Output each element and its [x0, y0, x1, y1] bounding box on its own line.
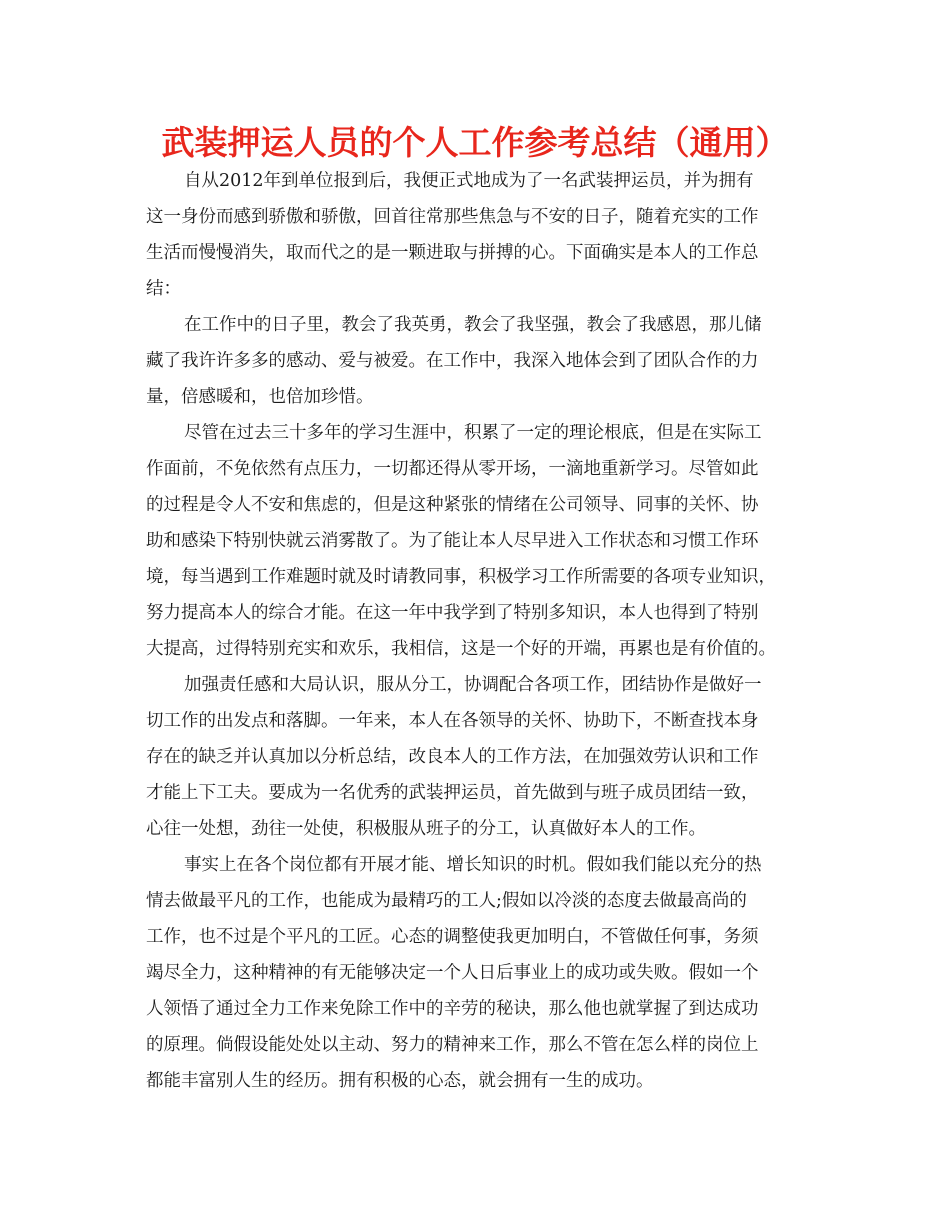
text-line: 人领悟了通过全力工作来免除工作中的辛劳的秘诀，那么他也就掌握了到达成功: [146, 999, 759, 1019]
text-line: 生活而慢慢消失，取而代之的是一颗进取与拼搏的心。下面确实是本人的工作总: [146, 243, 759, 263]
text-line: 作面前，不免依然有点压力，一切都还得从零开场，一滴地重新学习。尽管如此: [146, 459, 759, 479]
text-line: 加强责任感和大局认识，服从分工，协调配合各项工作，团结协作是做好一: [184, 675, 762, 695]
text-line: 情去做最平凡的工作，也能成为最精巧的工人;假如以冷淡的态度去做最高尚的: [146, 891, 747, 911]
text-line: 境，每当遇到工作难题时就及时请教同事，积极学习工作所需要的各项专业知识，: [146, 567, 776, 587]
text-line: 才能上下工夫。要成为一名优秀的武装押运员，首先做到与班子成员团结一致，: [146, 783, 759, 803]
text-line: 结：: [146, 279, 181, 299]
text-line: 量，倍感暖和，也倍加珍惜。: [146, 387, 374, 407]
text-line: 事实上在各个岗位都有开展才能、增长知识的时机。假如我们能以充分的热: [184, 855, 762, 875]
document-title: 武装押运人员的个人工作参考总结（通用）: [161, 123, 789, 162]
text-line: 竭尽全力，这种精神的有无能够决定一个人日后事业上的成功或失败。假如一个: [146, 963, 759, 983]
text-line: 藏了我许许多多的感动、爱与被爱。在工作中，我深入地体会到了团队合作的力: [146, 351, 759, 371]
text-line: 的原理。倘假设能处处以主动、努力的精神来工作，那么不管在怎么样的岗位上: [146, 1035, 759, 1055]
text-line: 心往一处想，劲往一处使，积极服从班子的分工，认真做好本人的工作。: [146, 819, 706, 839]
text-line: 自从2012年到单位报到后，我便正式地成为了一名武装押运员，并为拥有: [184, 171, 754, 191]
text-line: 大提高，过得特别充实和欢乐，我相信，这是一个好的开端，再累也是有价值的。: [146, 639, 776, 659]
text-line: 在工作中的日子里，教会了我英勇，教会了我坚强，教会了我感恩，那儿储: [184, 315, 762, 335]
text-line: 这一身份而感到骄傲和骄傲，回首往常那些焦急与不安的日子，随着充实的工作: [146, 207, 759, 227]
text-line: 都能丰富别人生的经历。拥有积极的心态，就会拥有一生的成功。: [146, 1071, 654, 1091]
text-line: 尽管在过去三十多年的学习生涯中，积累了一定的理论根底，但是在实际工: [184, 423, 762, 443]
text-line: 切工作的出发点和落脚。一年来，本人在各领导的关怀、协助下，不断查找本身: [146, 711, 759, 731]
text-line: 的过程是令人不安和焦虑的，但是这种紧张的情绪在公司领导、同事的关怀、协: [146, 495, 759, 515]
text-line: 存在的缺乏并认真加以分析总结，改良本人的工作方法，在加强效劳认识和工作: [146, 747, 759, 767]
text-line: 工作，也不过是个平凡的工匠。心态的调整使我更加明白，不管做任何事，务须: [146, 927, 759, 947]
text-line: 助和感染下特别快就云消雾散了。为了能让本人尽早进入工作状态和习惯工作环: [146, 531, 759, 551]
text-line: 努力提高本人的综合才能。在这一年中我学到了特别多知识，本人也得到了特别: [146, 603, 759, 623]
